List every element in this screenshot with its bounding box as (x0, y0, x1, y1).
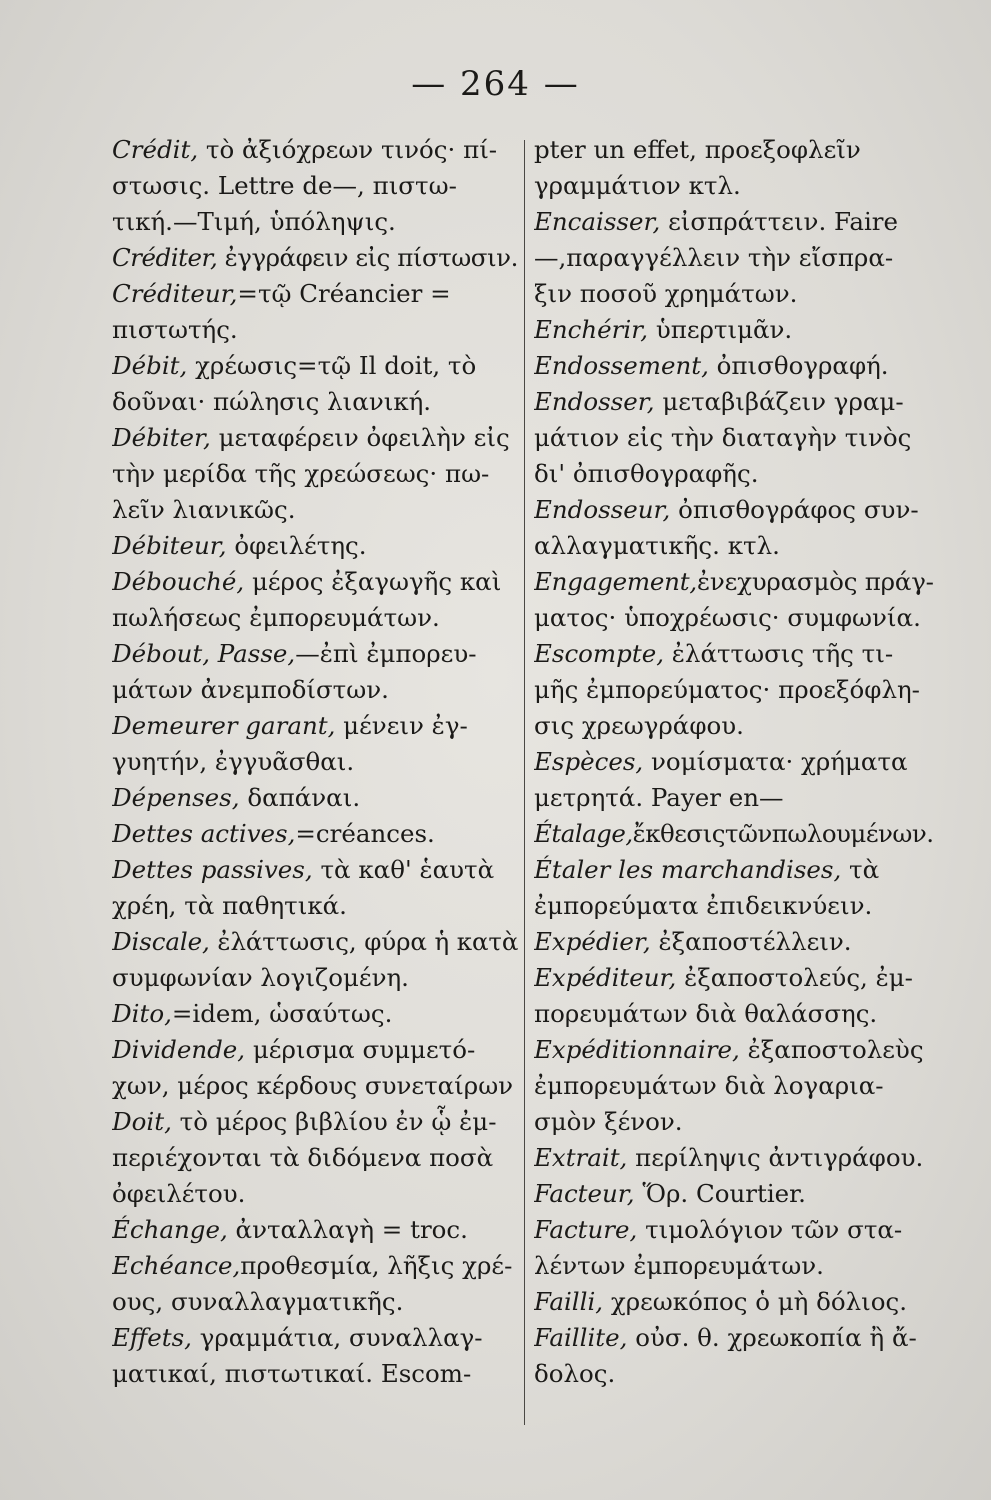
definition-text: τὸ ἀξιόχρεων τινός· πί- (198, 135, 498, 164)
headword: Étaler les marchandises, (534, 855, 842, 884)
definition-text: =idem, ὡσαύτως. (171, 999, 393, 1028)
headword: Facteur, (534, 1179, 635, 1208)
headword: Echéance, (112, 1251, 241, 1280)
entry-line (534, 996, 934, 1032)
dictionary-entry (112, 528, 518, 564)
entry-line (534, 744, 934, 780)
definition-text: ους, συναλλαγματικῆς. (112, 1287, 404, 1316)
headword: Expéditionnaire, (534, 1035, 740, 1064)
entry-line (112, 168, 518, 204)
entry-line (534, 348, 934, 384)
headword: Dito, (112, 999, 172, 1028)
entry-line (534, 132, 934, 168)
definition-text: χων, μέρος κέρδους συνεταίρων (112, 1071, 514, 1100)
entry-line (112, 996, 518, 1032)
dictionary-entry (112, 1248, 518, 1320)
dictionary-entry (534, 924, 934, 960)
definition-text: γραμμάτια, συναλλαγ- (191, 1323, 483, 1352)
definition-text: εἰσπράττειν. Faire (660, 207, 899, 236)
entry-line (534, 240, 934, 276)
definition-text: πορευμάτων διὰ θαλάσσης. (534, 999, 878, 1028)
entry-line (534, 312, 934, 348)
definition-text: ἐλάττωσις, φύρα ἡ κατὰ (209, 927, 518, 956)
entry-line (534, 852, 934, 888)
definition-text: ξιν ποσοῦ χρημάτων. (534, 279, 798, 308)
entry-line (534, 1212, 934, 1248)
definition-text: τὴν μερίδα τῆς χρεώσεως· πω- (112, 459, 490, 488)
headword: Endosser, (534, 387, 655, 416)
definition-text: μέρος ἐξαγωγῆς καὶ (244, 567, 502, 596)
entry-line (534, 816, 934, 852)
dictionary-entry (534, 1320, 934, 1392)
definition-text: Ὅρ. Courtier. (634, 1179, 806, 1208)
dictionary-entry (112, 1032, 518, 1104)
entry-line (112, 1104, 518, 1140)
entry-line (534, 1356, 934, 1392)
dictionary-entry (112, 564, 518, 636)
headword: Dettes actives, (112, 819, 296, 848)
definition-text: ματος· ὑποχρέωσις· συμφωνία. (534, 603, 921, 632)
dictionary-entry (534, 1176, 934, 1212)
dictionary-entry (534, 1032, 934, 1140)
entry-line (112, 1068, 518, 1104)
definition-text: στωσις. Lettre de—, πιστω- (112, 171, 457, 200)
entry-line (112, 636, 518, 672)
page-number: — 264 — (411, 64, 580, 104)
entry-line (534, 1104, 934, 1140)
entry-line (534, 384, 934, 420)
headword: Dividende, (112, 1035, 246, 1064)
headword: Créditeur, (112, 279, 238, 308)
definition-text: —,παραγγέλλειν τὴν εἴσπρα- (534, 243, 894, 272)
definition-text: ὀπισθογράφος συν- (670, 495, 919, 524)
definition-text: ἐμπορευμάτων διὰ λογαρια- (534, 1071, 884, 1100)
entry-line (534, 492, 934, 528)
definition-text: ἐνεχυρασμὸς πράγ- (696, 567, 934, 596)
definition-text: ἐξαποστέλλειν. (650, 927, 852, 956)
left-column (112, 132, 518, 1432)
dictionary-entry (534, 816, 934, 852)
dictionary-entry (112, 348, 518, 420)
entry-line (534, 1284, 934, 1320)
dictionary-entry (112, 240, 518, 276)
headword: Engagement, (534, 567, 697, 596)
entry-line (112, 1212, 518, 1248)
definition-text: λέντων ἐμπορευμάτων. (534, 1251, 824, 1280)
headword: Dépenses, (112, 783, 240, 812)
definition-text: —ἐπὶ ἐμπορευ- (295, 639, 477, 668)
definition-text: λεῖν λιανικῶς. (112, 495, 296, 524)
definition-text: =τῷ Créancier = (237, 279, 451, 308)
headword: Encaisser, (534, 207, 661, 236)
definition-text: πωλήσεως ἐμπορευμάτων. (112, 603, 440, 632)
entry-line (112, 528, 518, 564)
entry-line (112, 276, 518, 312)
definition-text: σις χρεωγράφου. (534, 711, 744, 740)
entry-line (534, 924, 934, 960)
entry-line (112, 132, 518, 168)
entry-line (534, 600, 934, 636)
dictionary-entry (534, 1140, 934, 1176)
definition-text: μάτιον εἰς τὴν διαταγὴν τινὸς (534, 423, 912, 452)
definition-text: ὀφειλέτου. (112, 1179, 246, 1208)
definition-text: μένειν ἐγ- (335, 711, 468, 740)
entry-line (534, 1068, 934, 1104)
entry-line (112, 672, 518, 708)
entry-line (534, 564, 934, 600)
dictionary-entry (112, 852, 518, 924)
dictionary-entry (112, 1212, 518, 1248)
definition-text: οὐσ. θ. χρεωκοπία ἢ ἄ- (627, 1323, 917, 1352)
definition-text: χρέωσις=τῷ Il doit, τὸ (187, 351, 477, 380)
definition-text: ἔκθεσιςτῶνπωλουμένων. (632, 819, 934, 848)
headword: Expéditeur, (534, 963, 677, 992)
dictionary-entry (112, 1320, 518, 1392)
dictionary-entry (534, 312, 934, 348)
entry-line (112, 456, 518, 492)
dictionary-entry (112, 132, 518, 240)
dictionary-entry (534, 960, 934, 1032)
dictionary-entry (112, 816, 518, 852)
definition-text: ἀνταλλαγὴ = troc. (227, 1215, 468, 1244)
definition-text: ἐξαποστολεὺς (739, 1035, 924, 1064)
dictionary-entry (112, 996, 518, 1032)
headword: Escompte, (534, 639, 664, 668)
dictionary-entry (534, 132, 934, 204)
definition-text: μεταφέρειν ὀφειλὴν εἰς (210, 423, 510, 452)
definition-text: προθεσμία, λῆξις χρέ- (240, 1251, 513, 1280)
headword: Échange, (112, 1215, 228, 1244)
definition-text: γυητήν, ἐγγυᾶσθαι. (112, 747, 355, 776)
definition-text: μῆς ἐμπορεύματος· προεξόφλη- (534, 675, 920, 704)
entry-line (112, 1356, 518, 1392)
entry-line (112, 1320, 518, 1356)
dictionary-entry (534, 636, 934, 744)
definition-text: γραμμάτιον κτλ. (534, 171, 741, 200)
dictionary-entry (534, 204, 934, 312)
dictionary-entry (534, 348, 934, 384)
entry-line (112, 780, 518, 816)
definition-text: ὀπισθογραφή. (708, 351, 889, 380)
entry-line (112, 348, 518, 384)
entry-line (534, 528, 934, 564)
headword: Débouché, (112, 567, 245, 596)
headword: Faillite, (534, 1323, 628, 1352)
entry-line (534, 204, 934, 240)
dictionary-entry (112, 420, 518, 528)
headword: Débout, Passe, (112, 639, 296, 668)
definition-text: τὰ καθ' ἑαυτὰ (312, 855, 495, 884)
definition-text: ἐγγράφειν εἰς πίστωσιν. (217, 243, 518, 272)
entry-line (112, 1248, 518, 1284)
definition-text: δαπάναι. (239, 783, 361, 812)
entry-line (534, 420, 934, 456)
entry-line (112, 744, 518, 780)
definition-text: πιστωτής. (112, 315, 238, 344)
entry-line (112, 420, 518, 456)
definition-text: τὰ (841, 855, 880, 884)
definition-text: χρέη, τὰ παθητικά. (112, 891, 347, 920)
definition-text: σμὸν ξένον. (534, 1107, 683, 1136)
entry-line (112, 1032, 518, 1068)
headword: Enchérir, (534, 315, 649, 344)
definition-text: περιέχονται τὰ διδόμενα ποσὰ (112, 1143, 494, 1172)
definition-text: pter un effet, προεξοφλεῖν (534, 135, 861, 164)
entry-line (112, 600, 518, 636)
dictionary-entry (534, 744, 934, 816)
entry-line (112, 708, 518, 744)
dictionary-entry (112, 636, 518, 708)
entry-line (112, 240, 518, 276)
definition-text: μάτων ἀνεμποδίστων. (112, 675, 389, 704)
right-column (534, 132, 934, 1432)
definition-text: περίληψις ἀντιγράφου. (627, 1143, 924, 1172)
definition-text: τὸ μέρος βιβλίου ἐν ᾧ ἐμ- (171, 1107, 497, 1136)
definition-text: χρεωκόπος ὁ μὴ δόλιος. (603, 1287, 908, 1316)
entry-line (112, 204, 518, 240)
headword: Failli, (534, 1287, 604, 1316)
definition-text: νομίσματα· χρήματα (643, 747, 908, 776)
headword: Doit, (112, 1107, 172, 1136)
dictionary-entry (534, 492, 934, 564)
entry-line (534, 1320, 934, 1356)
dictionary-entry (534, 384, 934, 492)
entry-line (534, 780, 934, 816)
dictionary-entry (112, 924, 518, 996)
headword: Crédit, (112, 135, 199, 164)
entry-line (534, 708, 934, 744)
headword: Débiteur, (112, 531, 227, 560)
headword: Endosseur, (534, 495, 671, 524)
headword: Demeurer garant, (112, 711, 336, 740)
entry-line (534, 168, 934, 204)
definition-text: μετρητά. Payer en— (534, 783, 784, 812)
headword: Expédier, (534, 927, 651, 956)
definition-text: μεταβιβάζειν γραμ- (654, 387, 904, 416)
entry-line (534, 456, 934, 492)
entry-line (534, 1140, 934, 1176)
entry-line (112, 1176, 518, 1212)
entry-line (112, 852, 518, 888)
definition-text: ὑπερτιμᾶν. (648, 315, 793, 344)
entry-line (112, 492, 518, 528)
dictionary-entry (534, 1212, 934, 1284)
dictionary-entry (112, 276, 518, 348)
dictionary-entry (112, 1104, 518, 1212)
headword: Débit, (112, 351, 188, 380)
definition-text: ματικαί, πιστωτικαί. Escom- (112, 1359, 472, 1388)
dictionary-entry (534, 564, 934, 636)
headword: Facture, (534, 1215, 638, 1244)
entry-line (112, 924, 518, 960)
dictionary-entry (112, 780, 518, 816)
definition-text: συμφωνίαν λογιζομένη. (112, 963, 409, 992)
headword: Extrait, (534, 1143, 628, 1172)
definition-text: μέρισμα συμμετό- (245, 1035, 476, 1064)
headword: Débiter, (112, 423, 211, 452)
entry-line (534, 1032, 934, 1068)
headword: Endossement, (534, 351, 709, 380)
definition-text: δολος. (534, 1359, 616, 1388)
definition-text: αλλαγματικῆς. κτλ. (534, 531, 780, 560)
headword: Créditer, (112, 243, 218, 272)
entry-line (112, 960, 518, 996)
definition-text: τική.—Τιμή, ὑπόληψις. (112, 207, 396, 236)
dictionary-entry (534, 1284, 934, 1320)
entry-line (112, 1284, 518, 1320)
entry-line (534, 636, 934, 672)
entry-line (112, 312, 518, 348)
entry-line (534, 1248, 934, 1284)
definition-text: ἐμπορεύματα ἐπιδεικνύειν. (534, 891, 873, 920)
headword: Étalage, (534, 819, 633, 848)
entry-line (112, 1140, 518, 1176)
definition-text: ἐξαποστολεύς, ἐμ- (676, 963, 913, 992)
entry-line (112, 888, 518, 924)
entry-line (534, 276, 934, 312)
definition-text: δι' ὀπισθογραφῆς. (534, 459, 759, 488)
definition-text: ἐλάττωσις τῆς τι- (663, 639, 894, 668)
definition-text: =créances. (295, 819, 435, 848)
entry-line (534, 960, 934, 996)
entry-line (112, 384, 518, 420)
entry-line (534, 672, 934, 708)
headword: Discale, (112, 927, 210, 956)
column-divider (524, 140, 525, 1425)
dictionary-entry (534, 852, 934, 924)
headword: Dettes passives, (112, 855, 313, 884)
entry-line (534, 1176, 934, 1212)
dictionary-entry (112, 708, 518, 780)
headword: Effets, (112, 1323, 192, 1352)
entry-line (112, 816, 518, 852)
definition-text: δοῦναι· πώλησις λιανική. (112, 387, 432, 416)
definition-text: τιμολόγιον τῶν στα- (637, 1215, 903, 1244)
entry-line (534, 888, 934, 924)
entry-line (112, 564, 518, 600)
definition-text: ὀφειλέτης. (226, 531, 367, 560)
headword: Espèces, (534, 747, 644, 776)
